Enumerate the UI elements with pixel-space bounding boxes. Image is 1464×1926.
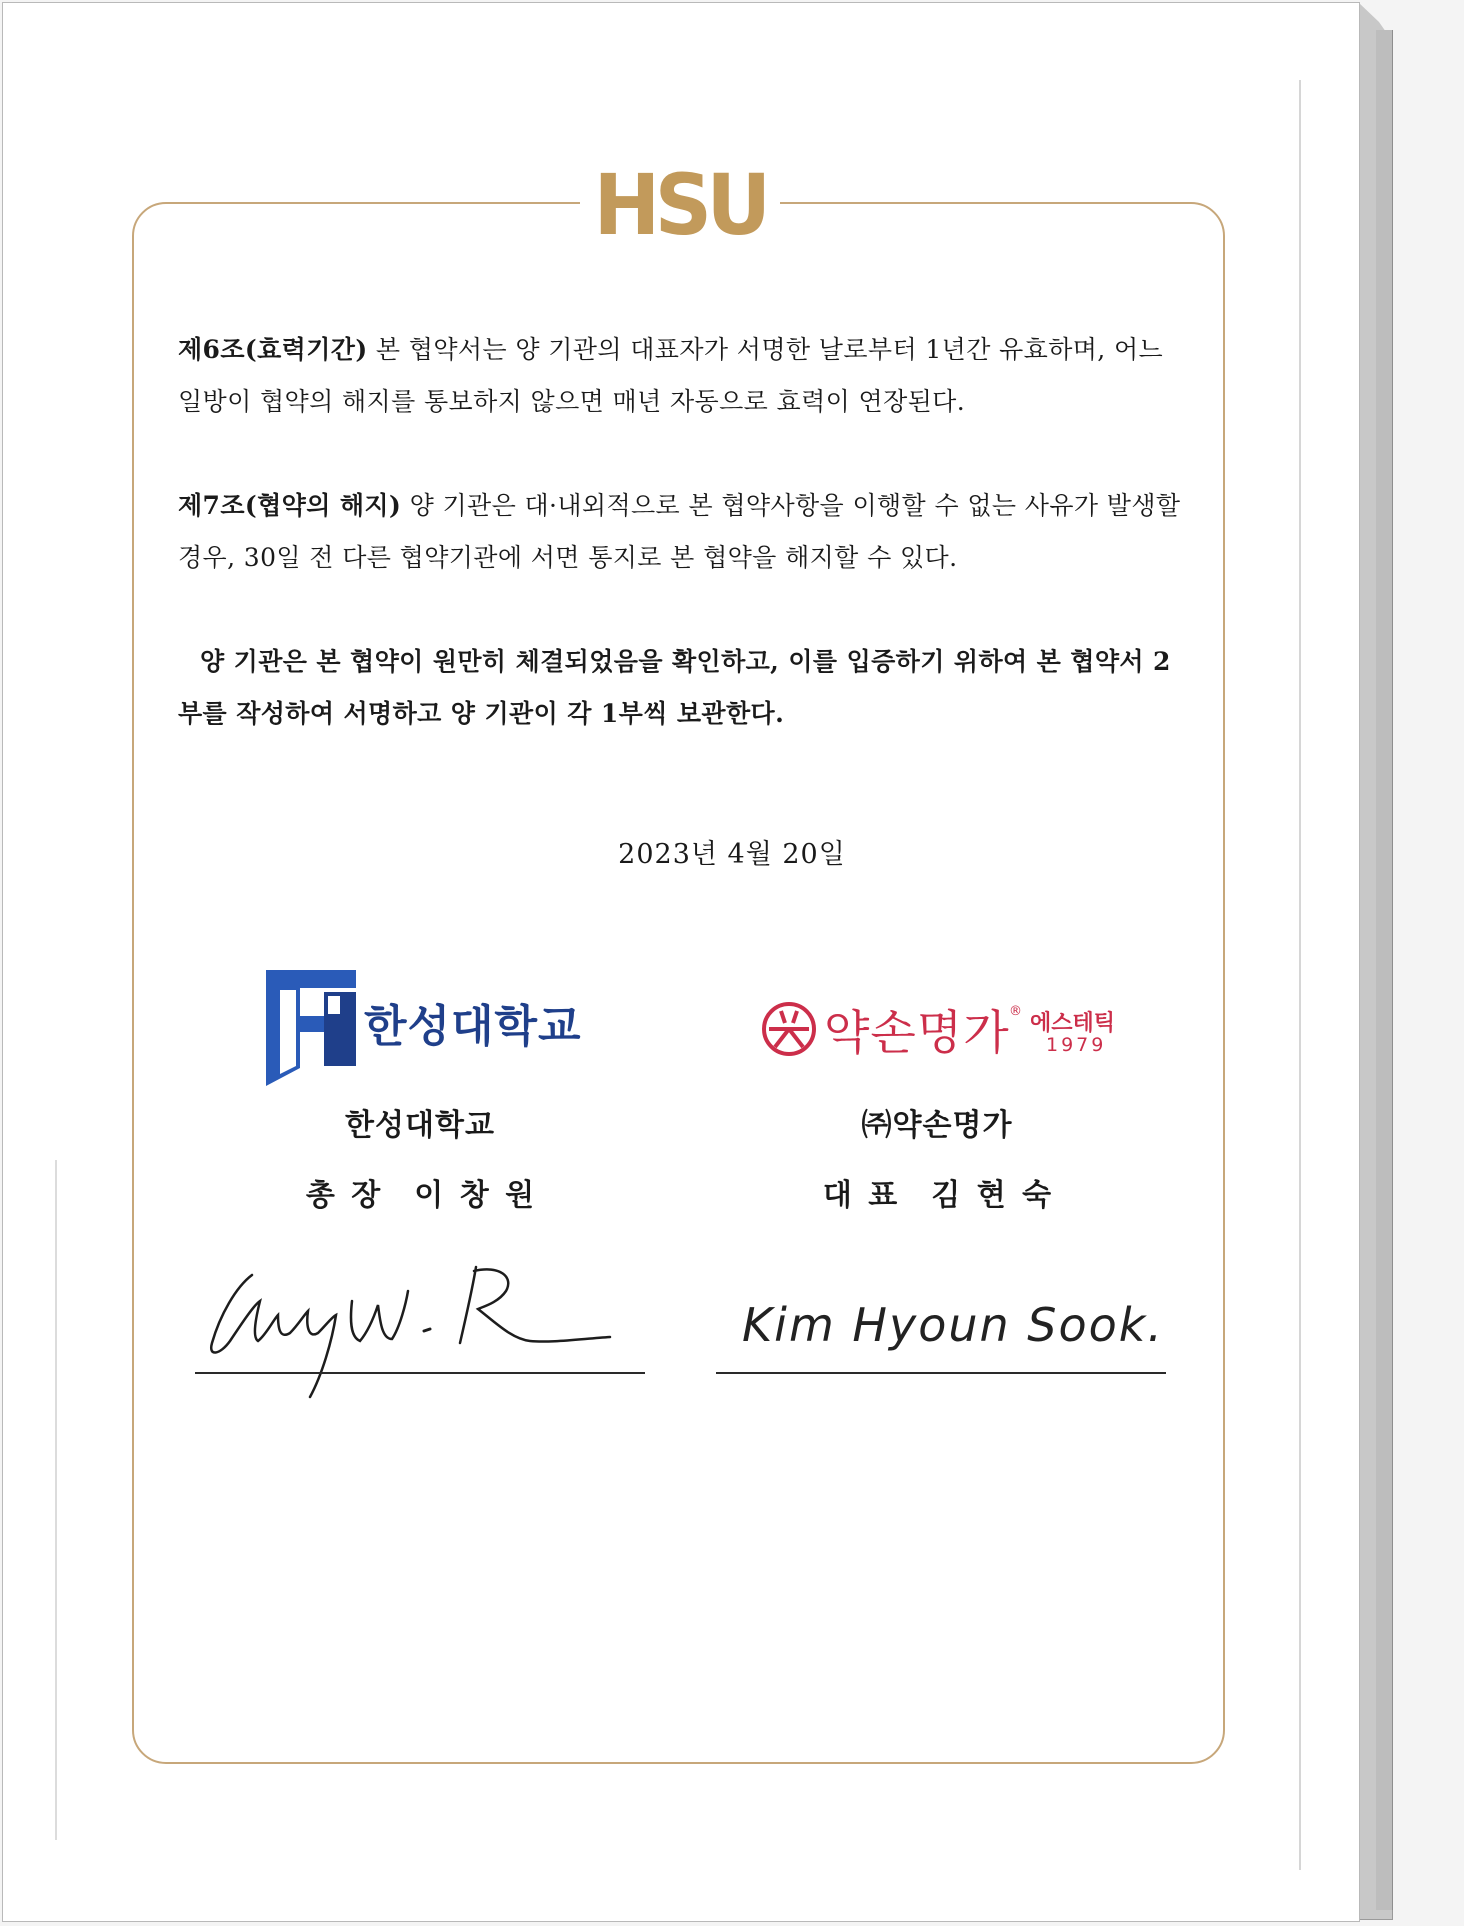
- right-signatory-title: [727, 1170, 1147, 1214]
- yakson-logo-subtitle: 에스테틱: [1030, 1011, 1116, 1036]
- closing-statement: 양 기관은 본 협약이 원만히 체결되었음을 확인하고, 이를 입증하기 위하여 본 협약서 2부를 작성하여 서명하고 양 기관이 각 1부씩 보관한다.: [178, 647, 1171, 728]
- hsu-header-logo: [580, 156, 780, 254]
- article-7-heading: 제7조(협약의 해지): [178, 491, 402, 520]
- right-org-name: ㈜약손명가: [861, 1108, 1013, 1143]
- left-signatory-title: [210, 1170, 630, 1214]
- scan-edge-line: [1299, 80, 1301, 1870]
- yakson-logo-year: 1979: [1046, 1034, 1107, 1056]
- article-6-body: 본 협약서는 양 기관의 대표자가 서명한 날로부터 1년간 유효하며, 어느 일방이 협약의 해지를 통보하지 않으면 매년 자동으로 효력이 연장된다.: [178, 335, 1164, 416]
- page-stack-edge-inner: [1376, 30, 1393, 1910]
- left-person-name: 이 창 원: [414, 1178, 535, 1213]
- scan-edge-line: [55, 1160, 57, 1840]
- left-signatory: [210, 1100, 630, 1214]
- yakson-logo-wordmark: 약손명가: [824, 1006, 1010, 1061]
- right-signatory: [727, 1100, 1147, 1214]
- right-role: 대 표: [822, 1178, 898, 1213]
- article-6-heading: 제6조(효력기간): [178, 335, 368, 364]
- agreement-date: 2023년 4월 20일: [618, 839, 846, 870]
- hsu-logo-text: HSU: [594, 156, 766, 254]
- right-signature-line: [716, 1372, 1166, 1374]
- hansung-logo-wordmark: 한성대학교: [364, 1001, 582, 1052]
- left-org-name: 한성대학교: [345, 1108, 495, 1143]
- registered-mark: ®: [1009, 1004, 1022, 1019]
- article-7: [178, 480, 1183, 584]
- hansung-university-emblem-icon: [266, 970, 356, 1086]
- article-7-body: 양 기관은 대·내외적으로 본 협약사항을 이행할 수 없는 사유가 발생할 경우, 30일 전 다른 협약기관에 서면 통지로 본 협약을 해지할 수 있다.: [178, 491, 1181, 572]
- left-signature-line: [195, 1372, 645, 1374]
- yakson-emblem-icon: [761, 1001, 817, 1057]
- right-handwritten-signature: Kim Hyoun Sook.: [742, 1298, 1165, 1352]
- right-person-name: 김 현 숙: [931, 1178, 1052, 1213]
- left-role: 총 장: [305, 1178, 381, 1213]
- left-handwritten-signature: [200, 1245, 620, 1405]
- article-6: [178, 324, 1183, 428]
